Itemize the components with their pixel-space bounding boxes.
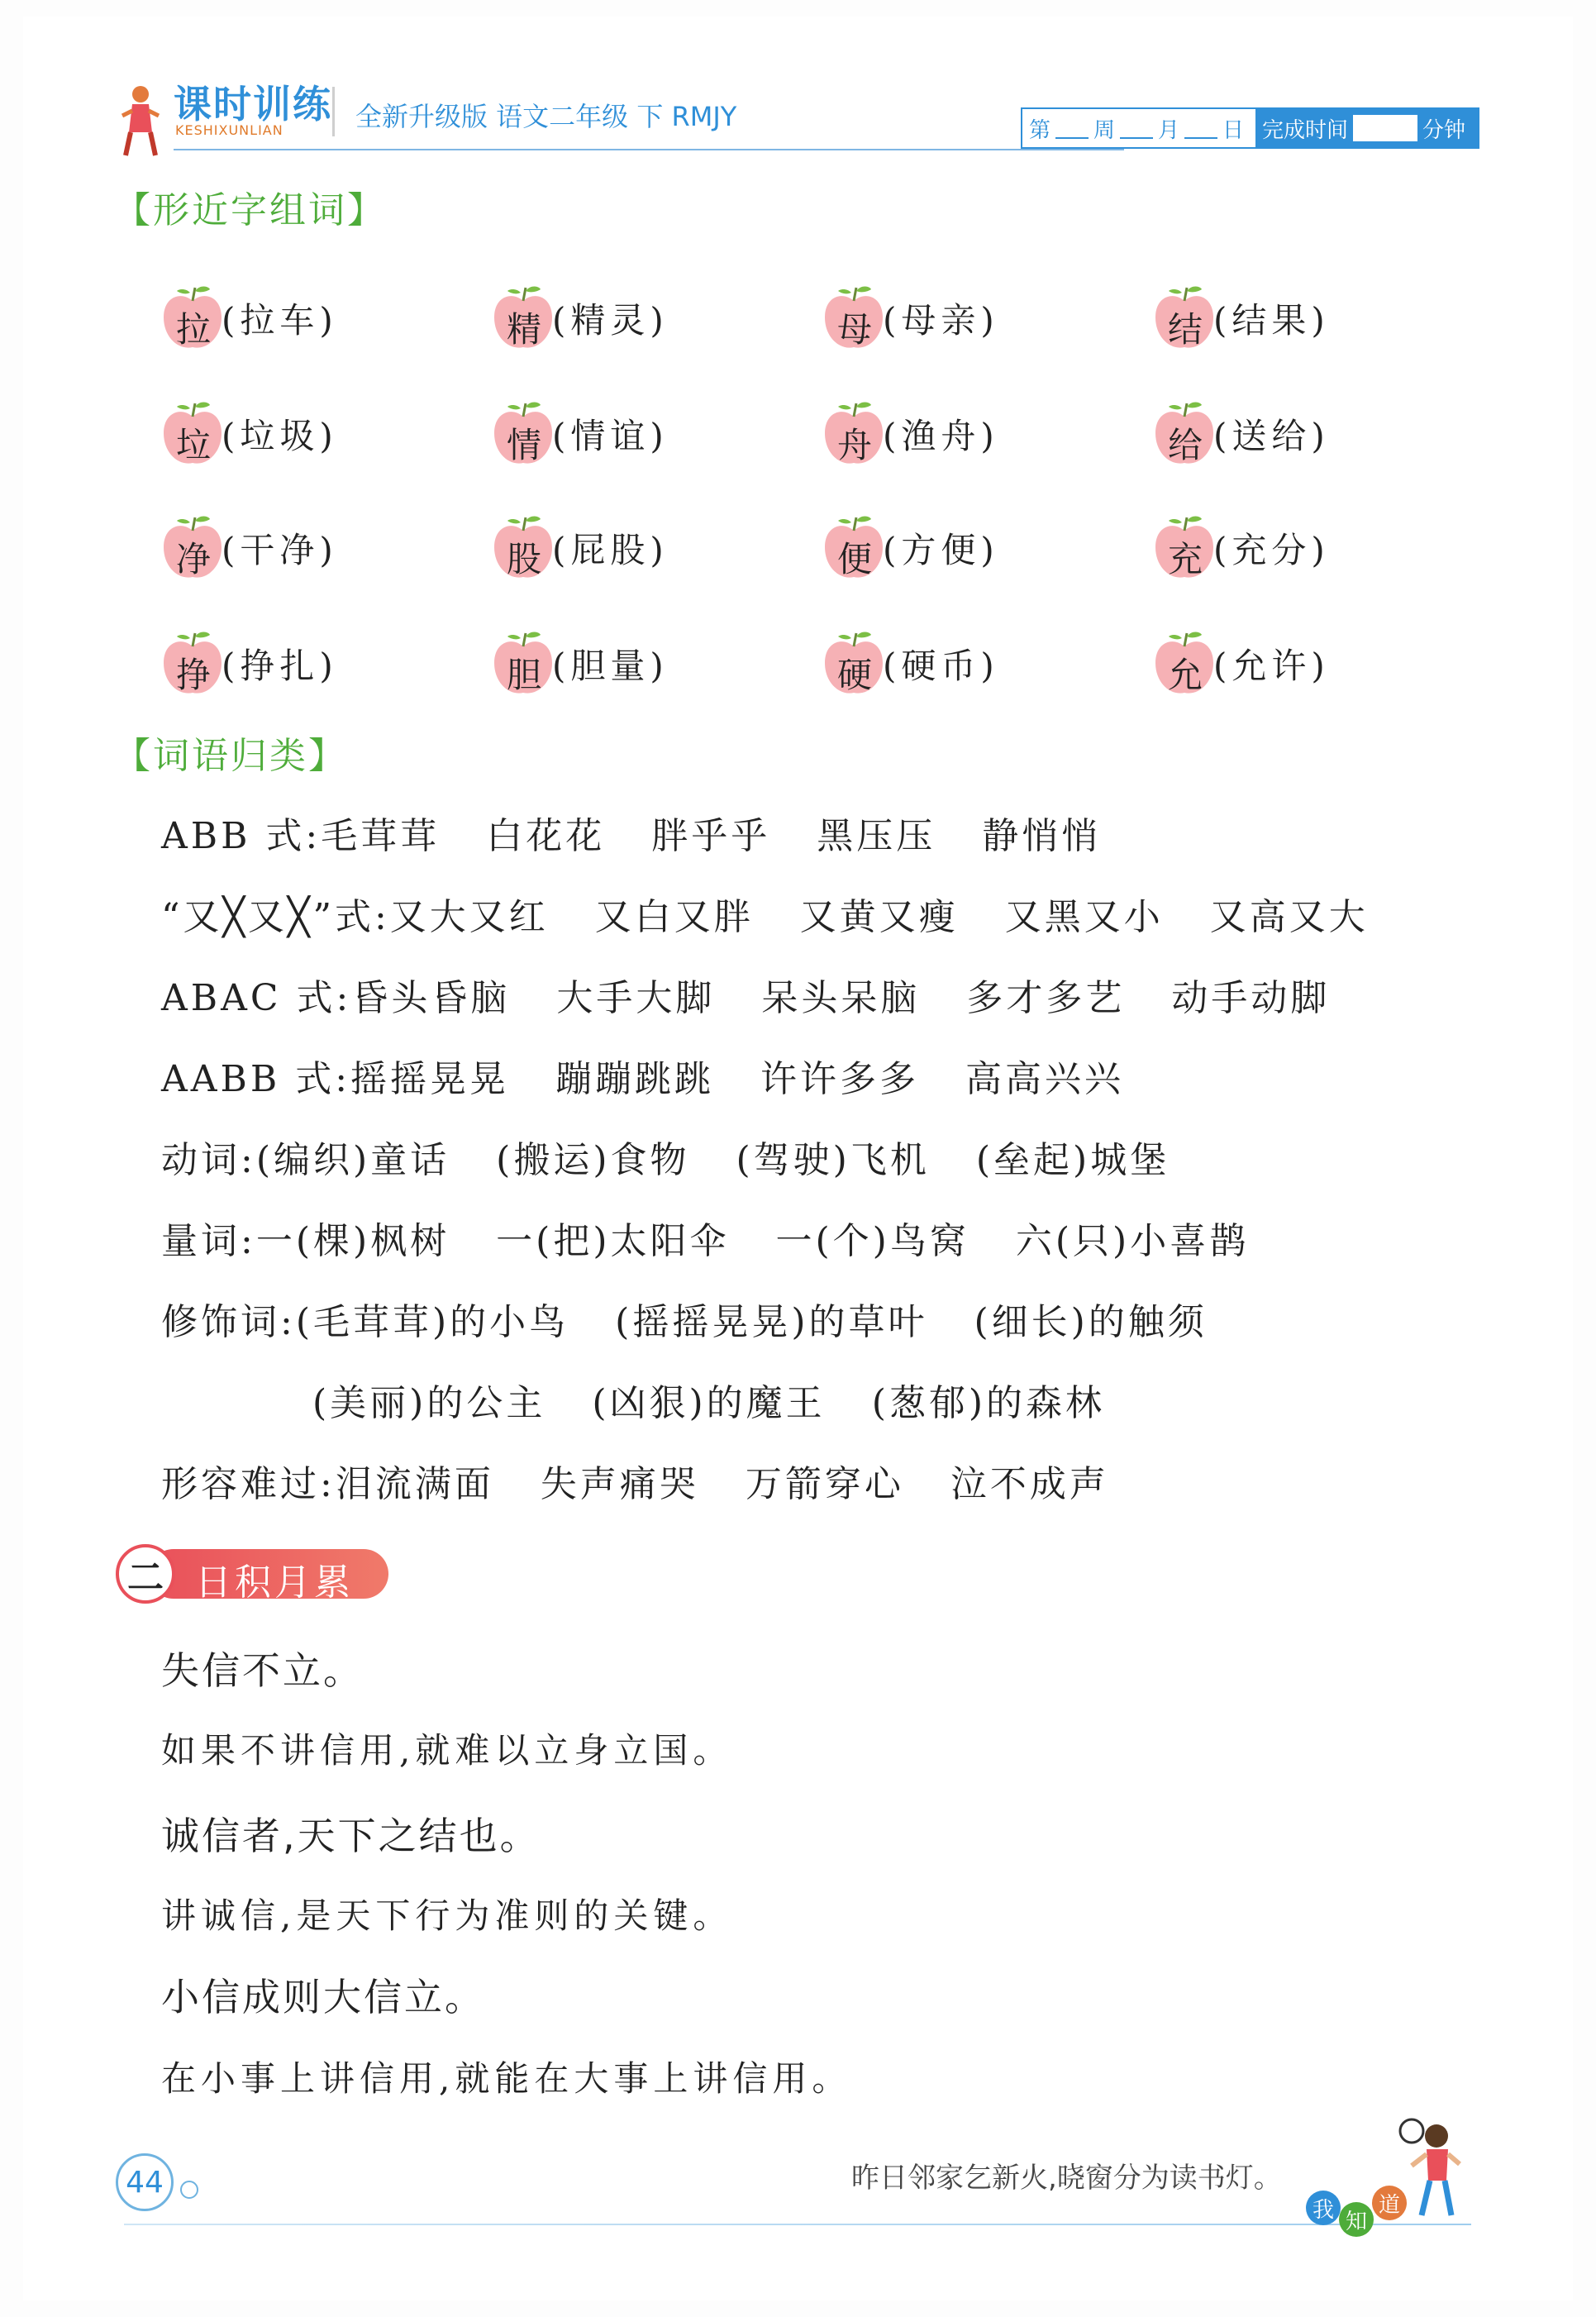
classify-label: AABB 式: <box>161 1058 351 1100</box>
finish-time-blank[interactable] <box>1353 115 1417 141</box>
apple-word: (渔舟) <box>883 416 999 456</box>
classify-word: (编织)童话 <box>255 1139 450 1181</box>
week-unit: 周 <box>1093 117 1116 143</box>
classify-label: 动词: <box>161 1139 256 1181</box>
classify-label: 量词: <box>161 1220 256 1262</box>
classify-line <box>312 1373 1151 1426</box>
classify-word: 昏头昏脑 <box>351 977 511 1019</box>
section-title-similar-chars: 【形近字组词】 <box>114 189 386 231</box>
apple-word: (屁股) <box>552 530 669 570</box>
apple-word: (充分) <box>1213 530 1330 570</box>
header-underline <box>174 149 1124 150</box>
classify-line <box>161 1292 1254 1345</box>
apple-char: 给 <box>1167 425 1203 465</box>
day-blank[interactable] <box>1184 117 1217 139</box>
similar-char-item <box>488 511 669 585</box>
classify-line <box>161 887 1415 940</box>
classify-word: 静悄悄 <box>982 815 1102 857</box>
classify-line <box>161 968 1376 1021</box>
apple-char: 允 <box>1167 655 1203 695</box>
classify-word: 白花花 <box>486 815 606 857</box>
classify-word: 泪流满面 <box>335 1463 494 1505</box>
classify-line <box>161 1454 1155 1507</box>
apple-char: 精 <box>506 309 541 350</box>
apple-icon <box>488 628 559 699</box>
month-blank[interactable] <box>1120 117 1153 139</box>
section-number: 二 <box>116 1544 175 1604</box>
classify-word: 又黄又瘦 <box>799 896 959 938</box>
classify-word: (凶狠)的魔王 <box>592 1382 826 1424</box>
classify-word: (垒起)城堡 <box>975 1139 1170 1181</box>
week-prefix: 第 <box>1029 117 1051 143</box>
classify-line <box>161 806 1147 859</box>
classify-label: 形容难过: <box>161 1463 336 1505</box>
apple-icon <box>488 283 559 354</box>
page-header <box>116 74 1488 157</box>
apple-char: 拉 <box>175 309 211 350</box>
classify-word: 高高兴兴 <box>965 1058 1125 1100</box>
classify-word: (驾驶)飞机 <box>736 1139 930 1181</box>
apple-icon <box>157 398 228 470</box>
classify-line <box>161 1049 1170 1102</box>
classify-word: (摇摇晃晃)的草叶 <box>615 1301 928 1343</box>
month-label: 月 <box>1158 117 1180 143</box>
logo-title: 课时训练 <box>174 82 332 126</box>
finish-time-label: 完成时间 <box>1262 117 1349 143</box>
apple-icon <box>157 283 228 354</box>
soccer-kid-icon <box>1397 2116 1463 2224</box>
apple-word: (硬币) <box>883 646 999 686</box>
apple-icon <box>818 398 889 470</box>
apple-word: (干净) <box>222 530 338 570</box>
similar-char-item <box>818 511 999 585</box>
date-fields <box>1022 109 1255 147</box>
section-title-accumulate: 日积月累 <box>195 1561 354 1604</box>
day-label: 日 <box>1222 117 1245 143</box>
classify-word: 胖乎乎 <box>651 815 771 857</box>
classify-word: 泣不成声 <box>950 1463 1109 1505</box>
minutes-label: 分钟 <box>1422 117 1466 143</box>
classify-line <box>161 1130 1216 1183</box>
apple-word: (精灵) <box>552 300 669 341</box>
classify-word: 毛茸茸 <box>321 815 441 857</box>
apple-icon <box>818 513 889 584</box>
quote-line: 在小事上讲信用,就能在大事上讲信用。 <box>161 2058 852 2099</box>
classify-word: (搬运)食物 <box>496 1139 690 1181</box>
similar-char-item <box>1149 511 1330 585</box>
apple-word: (母亲) <box>883 300 999 341</box>
apple-word: (送给) <box>1213 416 1330 456</box>
page-number: 44 <box>116 2153 174 2211</box>
apple-word: (允许) <box>1213 646 1330 686</box>
similar-char-item <box>157 281 338 355</box>
similar-char-item <box>157 397 338 471</box>
header-divider <box>332 87 335 136</box>
apple-char: 舟 <box>836 425 872 465</box>
classify-label: ABAC 式: <box>161 977 352 1019</box>
apple-word: (垃圾) <box>222 416 338 456</box>
page-number-dot <box>180 2181 198 2199</box>
quote-line: 失信不立。 <box>161 1648 364 1693</box>
edition-label: 全新升级版 语文二年级 下 RMJY <box>355 101 737 132</box>
apple-icon <box>157 628 228 699</box>
know-badge-char: 道 <box>1372 2186 1407 2220</box>
apple-char: 胆 <box>506 655 541 695</box>
apple-char: 情 <box>506 425 541 465</box>
apple-word: (拉车) <box>222 300 338 341</box>
section-accumulate-banner <box>116 1544 397 1604</box>
quote-line: 小信成则大信立。 <box>161 1975 485 2019</box>
classify-word: 许许多多 <box>760 1058 920 1100</box>
classify-word: 万箭穿心 <box>745 1463 904 1505</box>
apple-icon <box>488 513 559 584</box>
apple-icon <box>818 628 889 699</box>
similar-char-item <box>488 397 669 471</box>
classify-word: 一(棵)枫树 <box>255 1220 450 1262</box>
similar-char-item <box>488 281 669 355</box>
quote-line: 诚信者,天下之结也。 <box>161 1814 541 1858</box>
similar-char-item <box>818 627 999 701</box>
apple-icon <box>488 398 559 470</box>
apple-icon <box>1149 283 1220 354</box>
apple-icon <box>1149 513 1220 584</box>
classify-label: “又╳又╳”式: <box>161 896 390 938</box>
week-blank[interactable] <box>1055 117 1089 139</box>
similar-char-item <box>1149 281 1330 355</box>
similar-char-item <box>818 397 999 471</box>
classify-word: 一(把)太阳伞 <box>496 1220 730 1262</box>
similar-char-item <box>488 627 669 701</box>
apple-char: 结 <box>1167 309 1203 350</box>
know-badge-char: 知 <box>1339 2202 1374 2237</box>
similar-char-item <box>157 511 338 585</box>
footer-line <box>124 2224 1471 2225</box>
know-badge-char: 我 <box>1306 2191 1341 2225</box>
apple-icon <box>818 283 889 354</box>
classify-word: 一(个)鸟窝 <box>775 1220 970 1262</box>
apple-icon <box>1149 628 1220 699</box>
apple-char: 母 <box>836 309 872 350</box>
logo-subtitle: KESHIXUNLIAN <box>175 122 283 138</box>
mascot-icon <box>116 83 165 157</box>
classify-word: 失声痛哭 <box>540 1463 699 1505</box>
classify-label: ABB 式: <box>161 815 322 857</box>
apple-word: (方便) <box>883 530 999 570</box>
apple-char: 净 <box>175 539 211 579</box>
apple-char: 股 <box>506 539 541 579</box>
apple-char: 硬 <box>836 655 872 695</box>
classify-word: 又大又红 <box>389 896 549 938</box>
classify-word: (葱郁)的森林 <box>871 1382 1106 1424</box>
classify-line <box>161 1211 1295 1264</box>
quote-line: 如果不讲信用,就难以立身立国。 <box>161 1730 733 1771</box>
section-title-classify: 【词语归类】 <box>114 735 347 777</box>
apple-char: 挣 <box>175 655 211 695</box>
classify-word: 黑压压 <box>817 815 936 857</box>
similar-char-item <box>157 627 338 701</box>
classify-word: 又黑又小 <box>1004 896 1164 938</box>
apple-word: (胆量) <box>552 646 669 686</box>
finish-time-field <box>1255 109 1478 147</box>
classify-word: 多才多艺 <box>966 977 1126 1019</box>
classify-word: 又白又胖 <box>594 896 754 938</box>
apple-char: 充 <box>1167 539 1203 579</box>
classify-word: 摇摇晃晃 <box>350 1058 510 1100</box>
similar-char-item <box>818 281 999 355</box>
footer-motto: 昨日邻家乞新火,晓窗分为读书灯。 <box>851 2162 1282 2195</box>
similar-char-item <box>1149 627 1330 701</box>
apple-icon <box>157 513 228 584</box>
classify-word: (细长)的触须 <box>974 1301 1208 1343</box>
classify-word: 动手动脚 <box>1171 977 1331 1019</box>
apple-word: (情谊) <box>552 416 669 456</box>
apple-word: (挣扎) <box>222 646 338 686</box>
quote-line: 讲诚信,是天下行为准则的关键。 <box>161 1895 733 1936</box>
apple-char: 便 <box>836 539 872 579</box>
classify-word: 呆头呆脑 <box>761 977 921 1019</box>
date-record-box <box>1021 107 1479 149</box>
classify-word: 六(只)小喜鹊 <box>1015 1220 1250 1262</box>
classify-word: 又高又大 <box>1209 896 1369 938</box>
apple-icon <box>1149 398 1220 470</box>
classify-word: 大手大脚 <box>556 977 716 1019</box>
apple-char: 垃 <box>175 425 211 465</box>
apple-word: (结果) <box>1213 300 1330 341</box>
classify-word: 蹦蹦跳跳 <box>555 1058 715 1100</box>
classify-word: (毛茸茸)的小鸟 <box>295 1301 569 1343</box>
similar-char-item <box>1149 397 1330 471</box>
classify-label: 修饰词: <box>161 1301 296 1343</box>
classify-word: (美丽)的公主 <box>312 1382 546 1424</box>
